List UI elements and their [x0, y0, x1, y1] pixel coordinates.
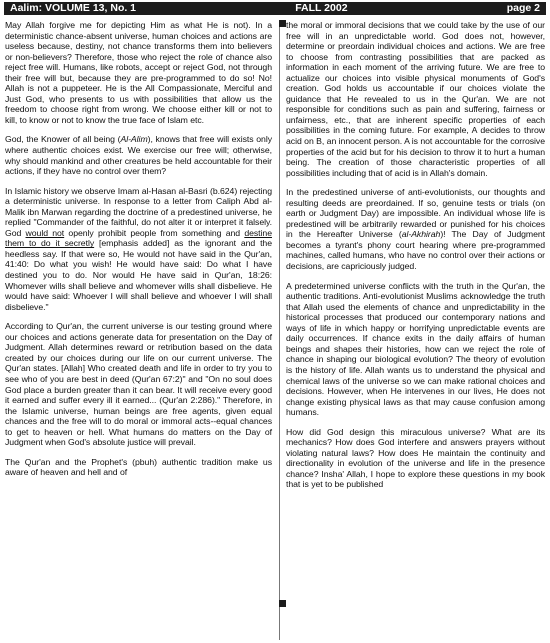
publication-title: Aalim: VOLUME 13, No. 1: [10, 2, 137, 14]
underlined-text: would not: [25, 227, 65, 238]
issue-season: FALL 2002: [295, 2, 348, 14]
paragraph: According to Qur'an, the current universe is our testing ground where our choices and actions generate data for presentation on the Day of Judgment. Allah determines reward or retribution based on the data created by our choices during our life on our current universe. The Qur'an states. [Allah] Who created death and life in order to try you to see who of you are best in deed (Qur'an 67:2)" and "On no soul does God place a burden greater than it can bear. It will receive every good it earned and suffer every ill it earned... (Qur'an 2:286)." Therefore, in the Islamic universe, human beings are free agents, given equal chances and the free will to do moral or immoral acts--equal chances to get to heaven or hell. What humans do matters on the Day of Judgment when God's absolute justice will prevail.: [5, 321, 272, 448]
paragraph: How did God design this miraculous universe? What are its mechanics? How does God interfere and answers prayers without violating natural laws? How does He maintain the continuity and directionality in evolution of the universe and life in the presence chance? Insha' Allah, I hope to explore these questions in my book that is yet to be published: [286, 426, 545, 490]
column-divider: [279, 20, 280, 640]
masthead-bar: [4, 2, 546, 15]
italic-term: al-Akhirah: [401, 229, 441, 240]
column-marker-icon: [279, 20, 286, 27]
paragraph: [286, 187, 545, 271]
text-run: In the predestined universe of anti-evolutionists, our thoughts and resulting deeds are preordained. If so, genuine tests or trials (on earth or Judgment Day) are impossible. An individual whose life is predestined will be arbitrarily rewarded or punished for his choices in the Hereafter Universe (: [286, 187, 545, 240]
paragraph: [5, 134, 272, 176]
text-run: ), knows that free will exists only where authentic choices exist. We exercise our free will; otherwise, why should mankind and other creatures be held accountable for their actions, if they have no control over them?: [5, 134, 272, 177]
text-run: [emphasis added] as the ignorant and the heedless say. If that were so, He would not have said in the Qur'an, 41:40: Do what you wish! He would have said: Do what I have destined you to do. Nor would He have said in Qur'an, 18:26: Whomever wills shall believe and whomever wills shall disbelieve. He would have said: Whoever I will shall believe and whoever I will shall disbelieve.": [5, 238, 273, 312]
page-number: page 2: [506, 2, 540, 14]
left-column: [5, 20, 272, 487]
text-run: God, the Knower of all being (: [5, 134, 121, 145]
paragraph: the moral or immoral decisions that we could take by the use of our free will in an unpredictable world. God does not, however, determine or preordain individual choices and actions. We are free to choose from contrasting possibilities that are packed as information in each moment of the arriving future. We are free to actualize our choices into visible physical monuments of God's creation. God holds us accountable if our choices violate the guidance that He revealed to us in the Qur'an. We are not responsible for conditions such as pain and suffering, fairness or unfairness, etc., that are inherent specific properties of each possibilities in the coming future. For example, A decides to throw acid on B, an innocent person. A is not accountable for the corrosive properties of the acid but for his decision to throw it to hurt a human being. The creation of those characteristic properties of all possibilities including that of acid is in Allah's domain.: [286, 20, 545, 178]
column-marker-icon: [279, 600, 286, 607]
paragraph: May Allah forgive me for depicting Him as what He is not). In a deterministic chance-absent universe, human choices and actions are useless because, destiny, not chance transforms them into believers or non-believers? Therefore, those who reject the role of chance also reject free will. Humans, like robots, accept or reject God, not through their free will but, because they are pre-programmed to do so! No! Allah is not a puppeteer. He is the All Compassionate, Merciful and Just God, who presents to us with possibilities that allow us the freedom to choose right from wrong. We choose either kill or not to kill, to know or not to know the true face of Islam etc.: [5, 20, 272, 125]
text-run: openly prohibit people from something and: [64, 227, 245, 238]
right-column: [286, 20, 545, 499]
paragraph: [5, 186, 272, 313]
text-run: In Islamic history we observe Imam al-Hasan al-Basri (b.624) rejecting a deterministic universe. In response to a letter from Caliph Abd al-Malik ibn Marwan regarding the doctrine of a predestined universe, he replied "Commander of the faithful, do not alter it or interpret it falsely. God: [5, 185, 272, 238]
underlined-text: destine them to do it secretly: [5, 227, 272, 249]
italic-term: Al-Alim: [120, 134, 148, 145]
paragraph: The Qur'an and the Prophet's (pbuh) authentic tradition make us aware of heaven and hell and of: [5, 456, 272, 478]
paragraph: A predetermined universe conflicts with the truth in the Qur'an, the authentic traditions. Anti-evolutionist Muslims acknowledge the truth that Allah used the elements of chance and unpredictability in the historical processes that produced our contemporary nations and ways of life in which happy or horrifying unpredictable events are daily occurrences. If chance exits in the daily affairs of human beings and shapes their histories, how can we reject the role of chance in shaping our biological evolution? The theory of evolution is the history of life. Allah wants us to understand the physical and chemical laws of the universe so we can make rational choices and decisions. However, when He intervenes in our lives, He does not change existing physical laws as that may cause confusion among humans.: [286, 280, 545, 418]
text-run: )! The Day of Judgment becomes a tyrant's phony court hearing where pre-programmed machines, called humans, who have no control over their actions or decisions, are capriciously judged.: [286, 229, 545, 272]
